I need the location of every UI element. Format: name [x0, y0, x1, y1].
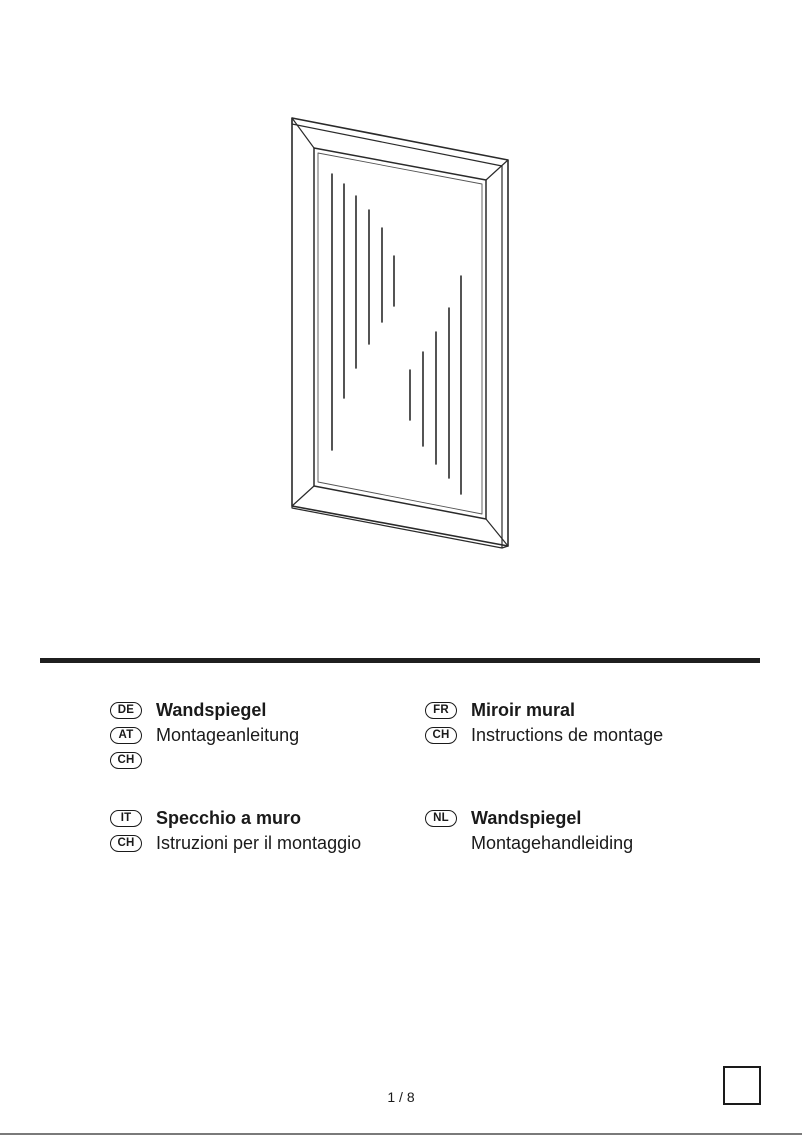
language-title-row [110, 698, 299, 723]
country-badge-fr: FR [425, 702, 457, 719]
product-title-it: Specchio a muro [156, 808, 302, 828]
country-badge-at: AT [110, 727, 142, 744]
bottom-rule [0, 1133, 802, 1135]
mirror-bevel-line [292, 486, 314, 506]
product-title-nl: Wandspiegel [471, 808, 582, 828]
language-subtitle-row [110, 831, 361, 856]
mirror-reflection-lines [332, 174, 461, 494]
page-marker-box [723, 1066, 761, 1105]
country-badge-de: DE [110, 702, 142, 719]
language-title-row [110, 806, 361, 831]
language-title-row [425, 698, 663, 723]
product-title-fr: Miroir mural [471, 700, 576, 720]
manual-subtitle-it: Istruzioni per il montaggio [156, 833, 362, 853]
product-title-de: Wandspiegel [156, 700, 267, 720]
manual-subtitle-fr: Instructions de montage [471, 725, 664, 745]
manual-subtitle-de: Montageanleitung [156, 725, 300, 745]
language-subtitle-row [425, 723, 663, 748]
language-subtitle-row [110, 723, 299, 748]
country-badge-it: IT [110, 810, 142, 827]
language-badge-row [110, 748, 299, 773]
country-badge-ch: CH [425, 727, 457, 744]
mirror-frame-outer [292, 118, 508, 546]
mirror-bevel-line [292, 118, 314, 148]
section-divider [40, 658, 760, 663]
language-block-de [110, 698, 299, 773]
country-badge-ch: CH [110, 752, 142, 769]
page-number: 1 / 8 [387, 1089, 415, 1105]
language-subtitle-row [425, 831, 633, 856]
country-badge-ch: CH [110, 835, 142, 852]
language-block-it [110, 806, 361, 856]
language-title-row [425, 806, 633, 831]
language-block-fr [425, 698, 663, 748]
mirror-bevel-inner [318, 153, 482, 514]
language-block-nl [425, 806, 633, 856]
country-badge-nl: NL [425, 810, 457, 827]
manual-subtitle-nl: Montagehandleiding [471, 833, 634, 853]
